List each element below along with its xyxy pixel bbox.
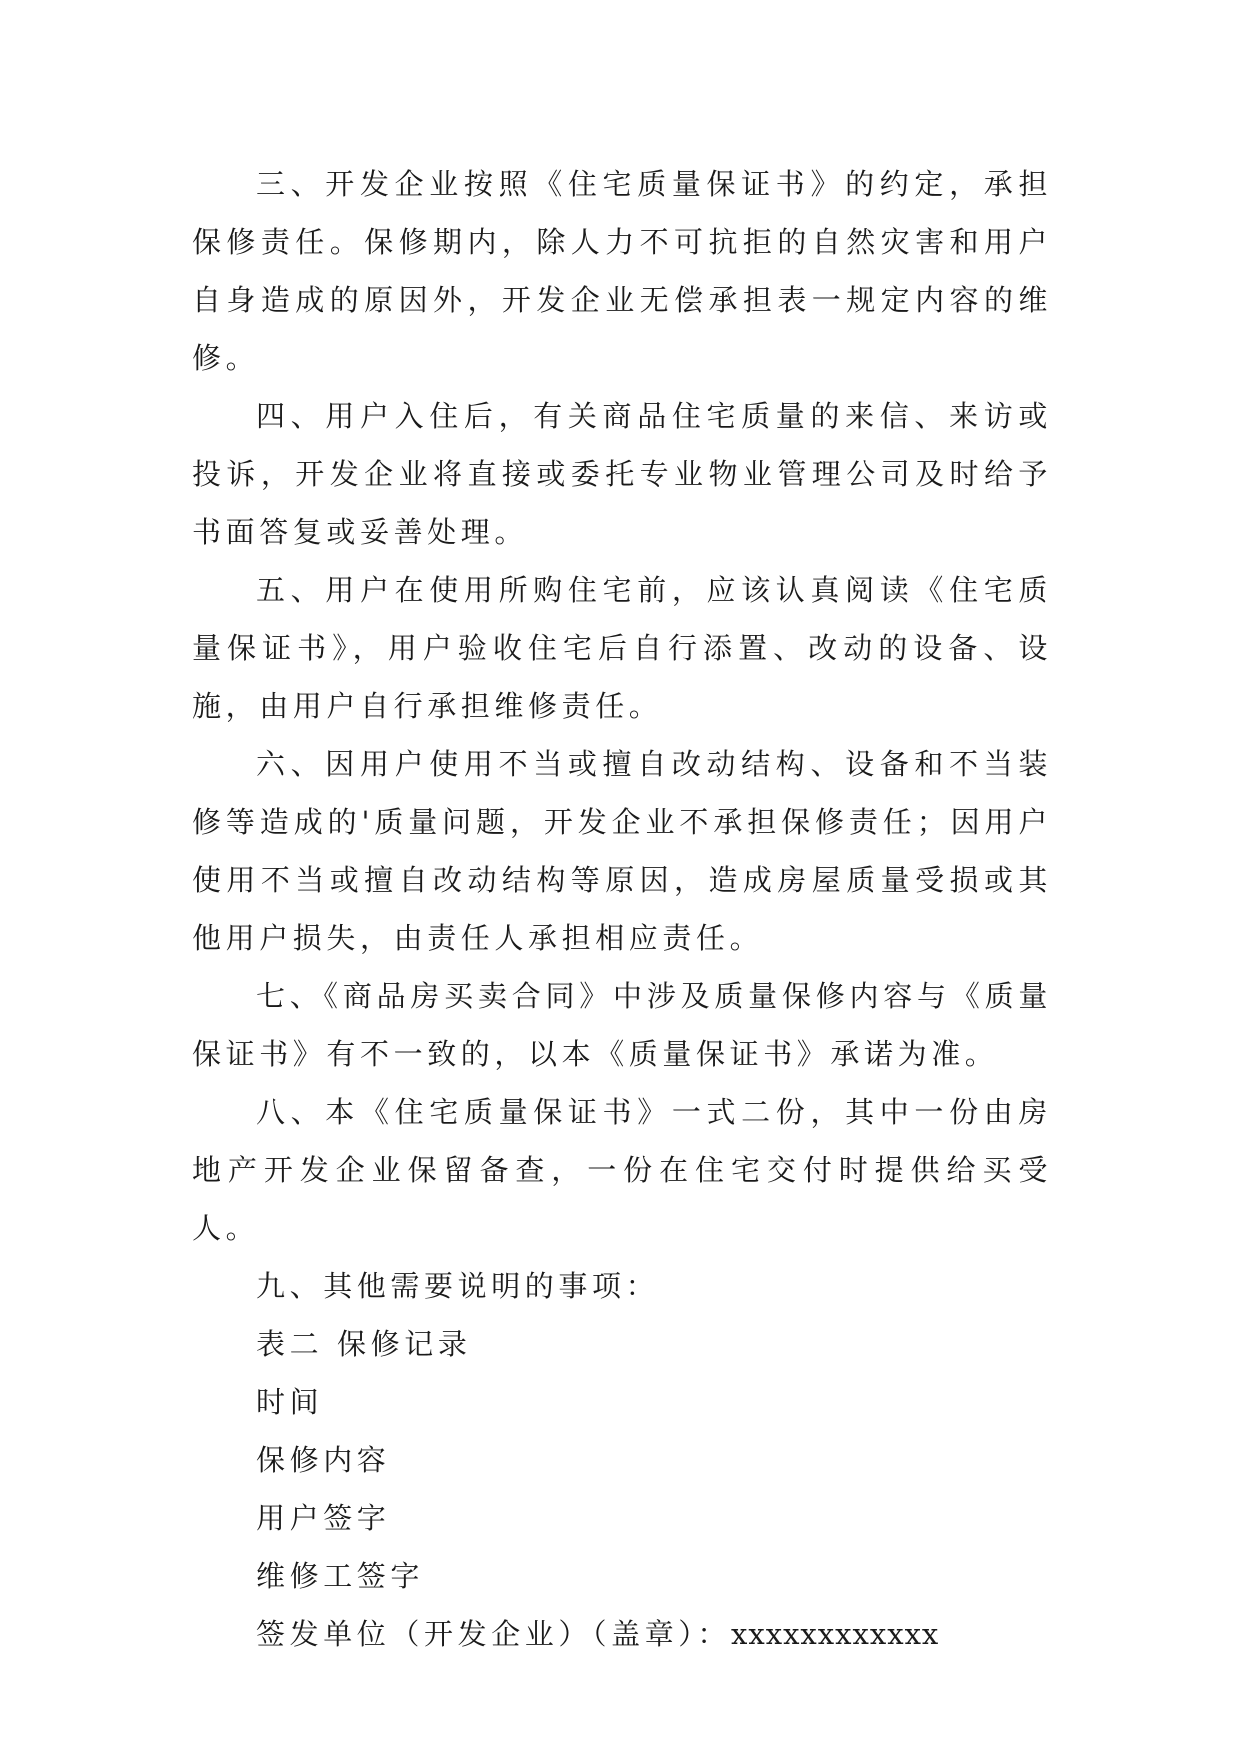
signature-line xyxy=(192,1605,1052,1663)
clause-8: 八、本《住宅质量保证书》一式二份，其中一份由房地产开发企业保留备查，一份在住宅交付时提供给买受人。 xyxy=(192,1095,1052,1245)
document-body xyxy=(192,155,1052,1663)
signature-value: xxxxxxxxxxxx xyxy=(731,1617,940,1651)
clause-9: 九、其他需要说明的事项： xyxy=(256,1269,660,1303)
clause-7: 七、《商品房买卖合同》中涉及质量保修内容与《质量保证书》有不一致的，以本《质量保证书》承诺为准。 xyxy=(192,979,1052,1071)
table2-column-time: 时间 xyxy=(256,1385,324,1419)
clause-3: 三、开发企业按照《住宅质量保证书》的约定，承担保修责任。保修期内，除人力不可抗拒的自然灾害和用户自身造成的原因外，开发企业无偿承担表一规定内容的维修。 xyxy=(192,167,1052,375)
signature-label: 签发单位（开发企业）（盖章）： xyxy=(256,1617,732,1651)
table2-title: 表二 保修记录 xyxy=(256,1327,472,1361)
clause-5: 五、用户在使用所购住宅前，应该认真阅读《住宅质量保证书》，用户验收住宅后自行添置、改动的设备、设施，由用户自行承担维修责任。 xyxy=(192,573,1052,723)
table2-column-user-signature: 用户签字 xyxy=(256,1501,391,1535)
clause-6: 六、因用户使用不当或擅自改动结构、设备和不当装修等造成的'质量问题，开发企业不承担保修责任；因用户使用不当或擅自改动结构等原因，造成房屋质量受损或其他用户损失，由责任人承担相应责任。 xyxy=(192,747,1052,955)
clause-4: 四、用户入住后，有关商品住宅质量的来信、来访或投诉，开发企业将直接或委托专业物业管理公司及时给予书面答复或妥善处理。 xyxy=(192,399,1052,549)
table2-column-repairer-signature: 维修工签字 xyxy=(256,1559,425,1593)
table2-column-content: 保修内容 xyxy=(256,1443,391,1477)
